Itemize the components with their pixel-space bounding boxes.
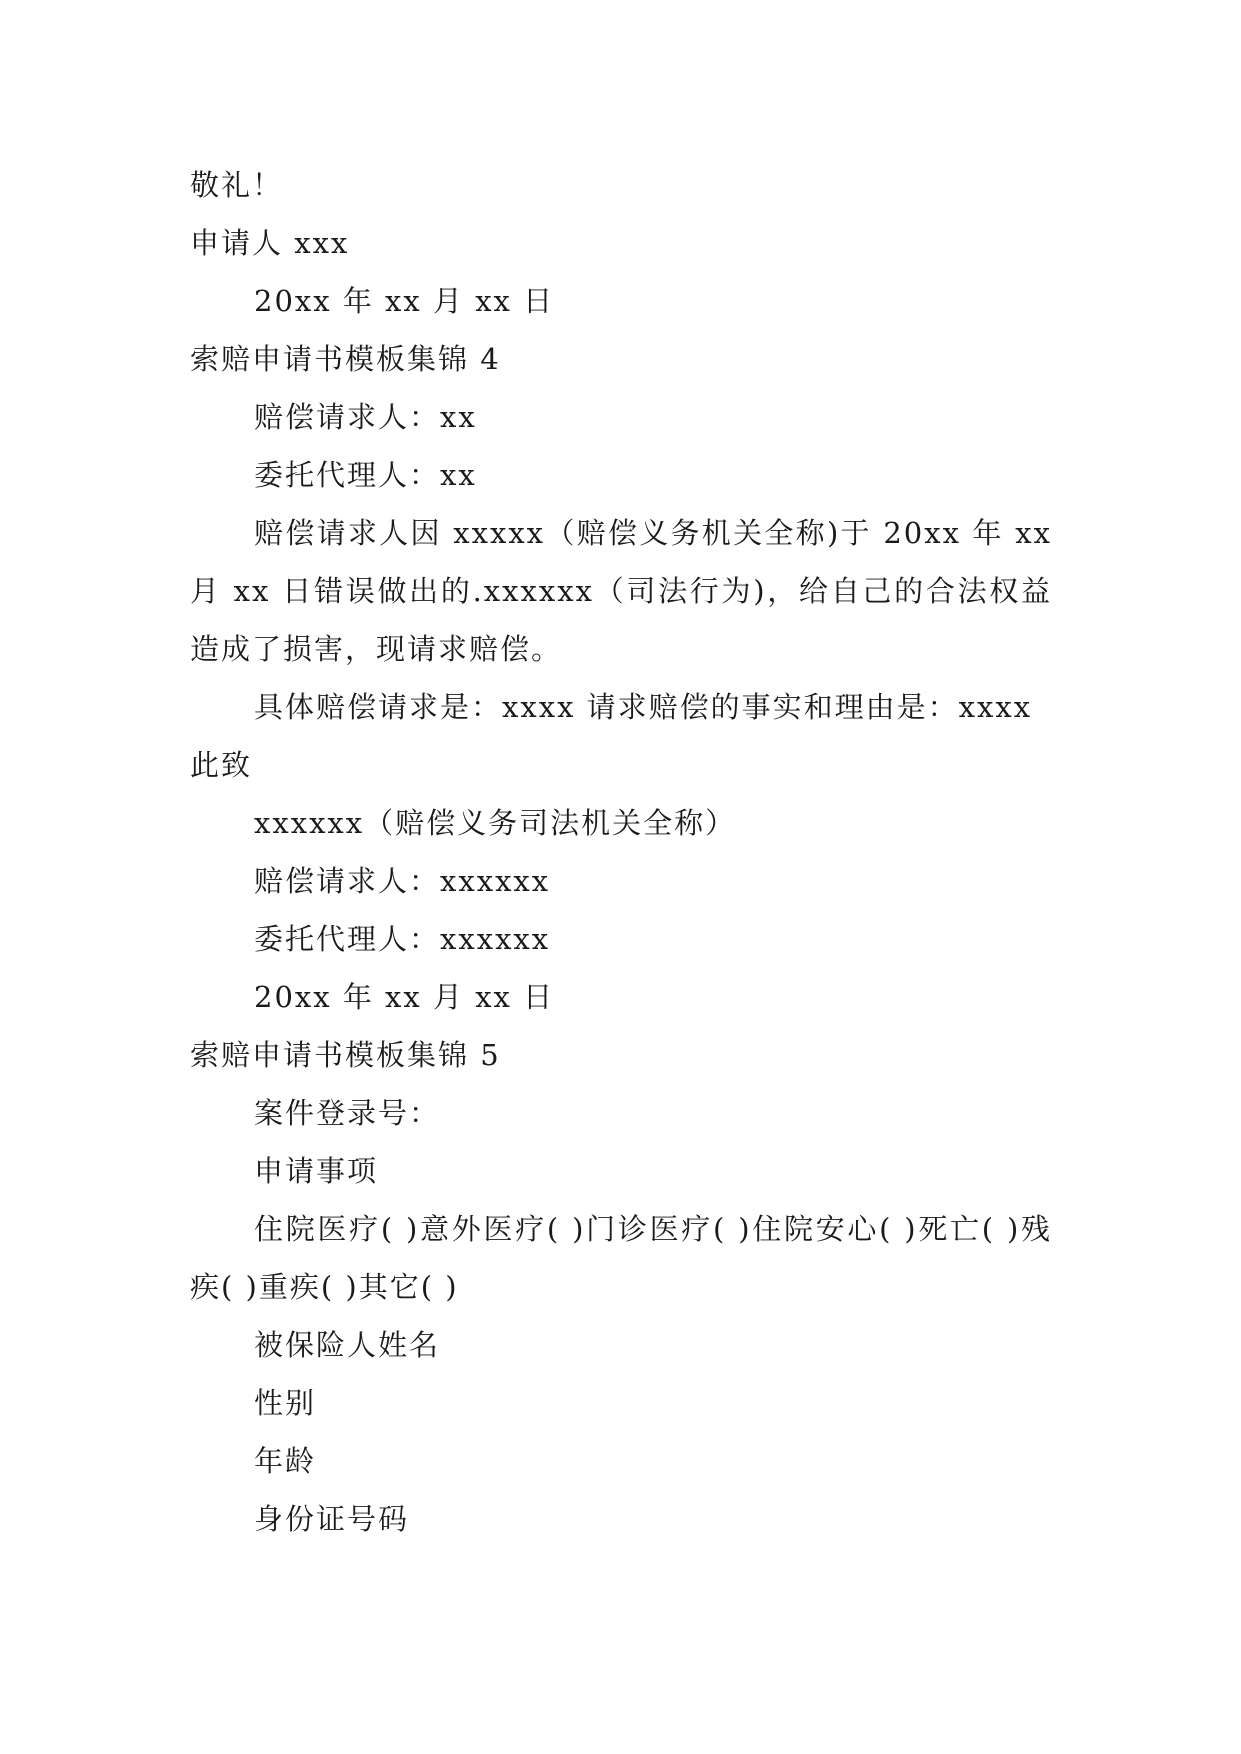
application-items-heading: 申请事项 — [254, 1154, 379, 1188]
section-heading-4: 索赔申请书模板集锦 4 — [190, 342, 501, 376]
applicant-line: 申请人 xxx — [190, 226, 350, 260]
id-number-line: 身份证号码 — [254, 1502, 410, 1536]
claim-paragraph: 赔偿请求人因 xxxxx（赔偿义务机关全称)于 20xx 年 xx 月 xx 日错误做出的.xxxxxx（司法行为)，给自己的合法权益造成了损害，现请求赔偿。 — [190, 516, 1064, 666]
age-line: 年龄 — [254, 1444, 317, 1478]
claimant-line: 赔偿请求人：xx — [254, 400, 477, 434]
application-options-line: 住院医疗( )意外医疗( )门诊医疗( )住院安心( )死亡( )残疾( )重疾( )其它( ) — [190, 1212, 1052, 1304]
agent-signature-line: 委托代理人：xxxxxx — [254, 922, 551, 956]
gender-line: 性别 — [254, 1386, 317, 1420]
claimant-signature-line: 赔偿请求人：xxxxxx — [254, 864, 551, 898]
document-body — [190, 156, 1064, 1548]
section-heading-5: 索赔申请书模板集锦 5 — [190, 1038, 501, 1072]
closing-salute: 敬礼！ — [190, 168, 284, 202]
agent-line: 委托代理人：xx — [254, 458, 477, 492]
specific-claim-line: 具体赔偿请求是：xxxx 请求赔偿的事实和理由是：xxxx — [254, 690, 1033, 724]
date-line: 20xx 年 xx 月 xx 日 — [254, 284, 555, 318]
insured-name-line: 被保险人姓名 — [254, 1328, 441, 1362]
case-number-line: 案件登录号： — [254, 1096, 441, 1130]
addressing-line: 此致 — [190, 748, 253, 782]
signature-date-line: 20xx 年 xx 月 xx 日 — [254, 980, 555, 1014]
recipient-line: xxxxxx（赔偿义务司法机关全称） — [254, 806, 737, 840]
